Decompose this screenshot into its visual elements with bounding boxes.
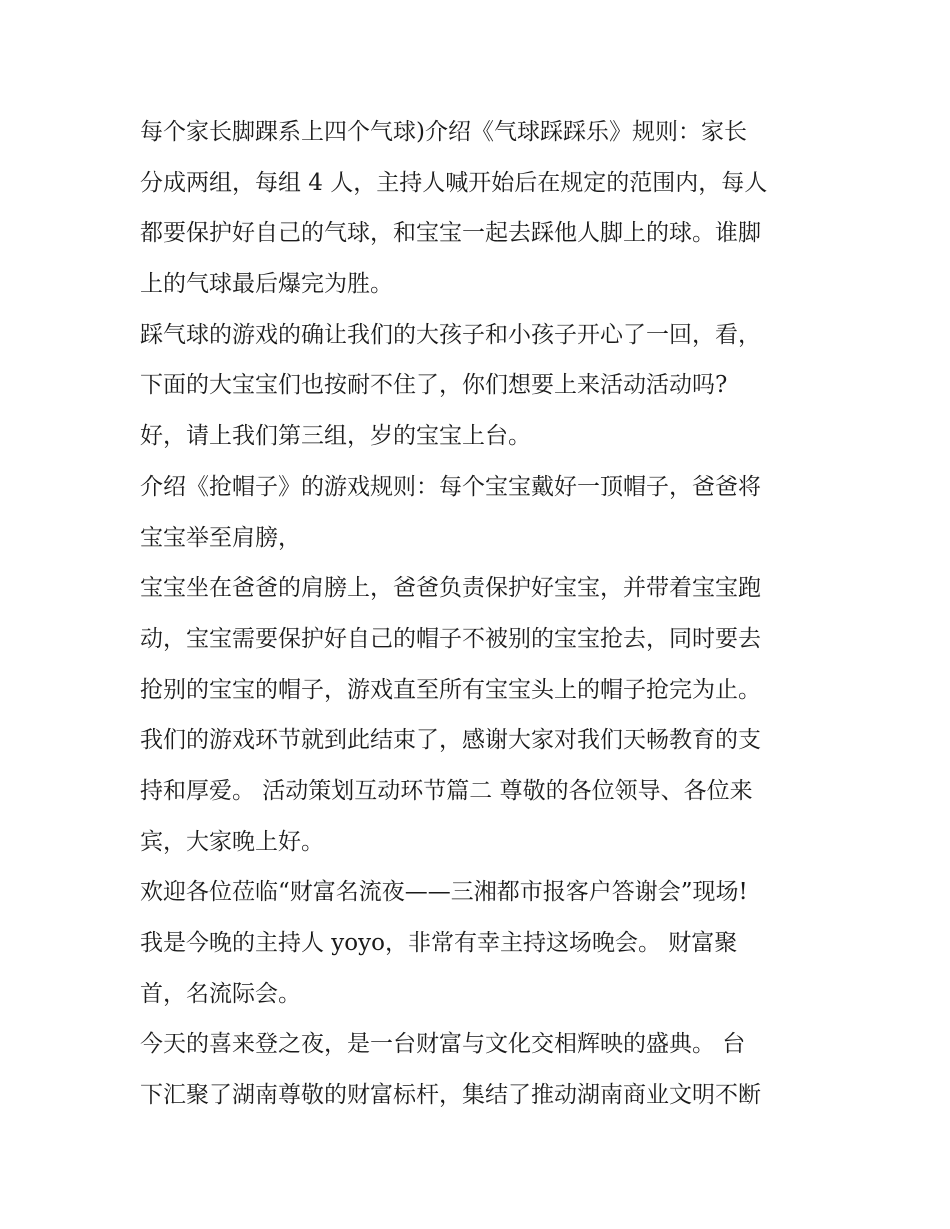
- text-line: 每个家长脚踝系上四个气球)介绍《气球踩踩乐》规则：家长: [140, 119, 747, 145]
- text-line: 欢迎各位莅临“财富名流夜——三湘都市报客户答谢会”现场!: [140, 879, 748, 906]
- text-line: 踩气球的游戏的确让我们的大孩子和小孩子开心了一回，看，: [140, 321, 761, 348]
- text-line: 好，请上我们第三组，岁的宝宝上台。: [140, 423, 531, 450]
- text-line: 持和厚爱。 活动策划互动环节篇二 尊敬的各位领导、各位来: [140, 777, 753, 804]
- text-line: 宝宝坐在爸爸的肩膀上，爸爸负责保护好宝宝，并带着宝宝跑: [140, 575, 761, 602]
- document-body: [140, 107, 820, 1121]
- text-line: 今天的喜来登之夜，是一台财富与文化交相辉映的盛典。 台: [140, 1031, 746, 1058]
- text-line: 下面的大宝宝们也按耐不住了，你们想要上来活动活动吗?: [140, 372, 728, 399]
- text-line: 抢别的宝宝的帽子，游戏直至所有宝宝头上的帽子抢完为止。: [140, 676, 761, 703]
- text-line: 介绍《抢帽子》的游戏规则：每个宝宝戴好一顶帽子，爸爸将: [140, 473, 761, 500]
- text-line: 宾，大家晚上好。: [140, 828, 324, 855]
- text-line: 我们的游戏环节就到此结束了，感谢大家对我们天畅教育的支: [140, 727, 761, 754]
- text-line: 都要保护好自己的气球，和宝宝一起去踩他人脚上的球。谁脚: [140, 220, 761, 247]
- text-line: 分成两组，每组 4 人，主持人喊开始后在规定的范围内，每人: [140, 169, 768, 196]
- text-line: 下汇聚了湖南尊敬的财富标杆，集结了推动湖南商业文明不断: [140, 1082, 761, 1109]
- text-line: 动，宝宝需要保护好自己的帽子不被别的宝宝抢去，同时要去: [140, 625, 761, 652]
- text-line: 上的气球最后爆完为胜。: [140, 271, 393, 298]
- text-line: 我是今晚的主持人 yoyo，非常有幸主持这场晚会。 财富聚: [140, 930, 738, 956]
- text-line: 宝宝举至肩膀，: [140, 524, 301, 551]
- text-line: 首，名流际会。: [140, 980, 301, 1007]
